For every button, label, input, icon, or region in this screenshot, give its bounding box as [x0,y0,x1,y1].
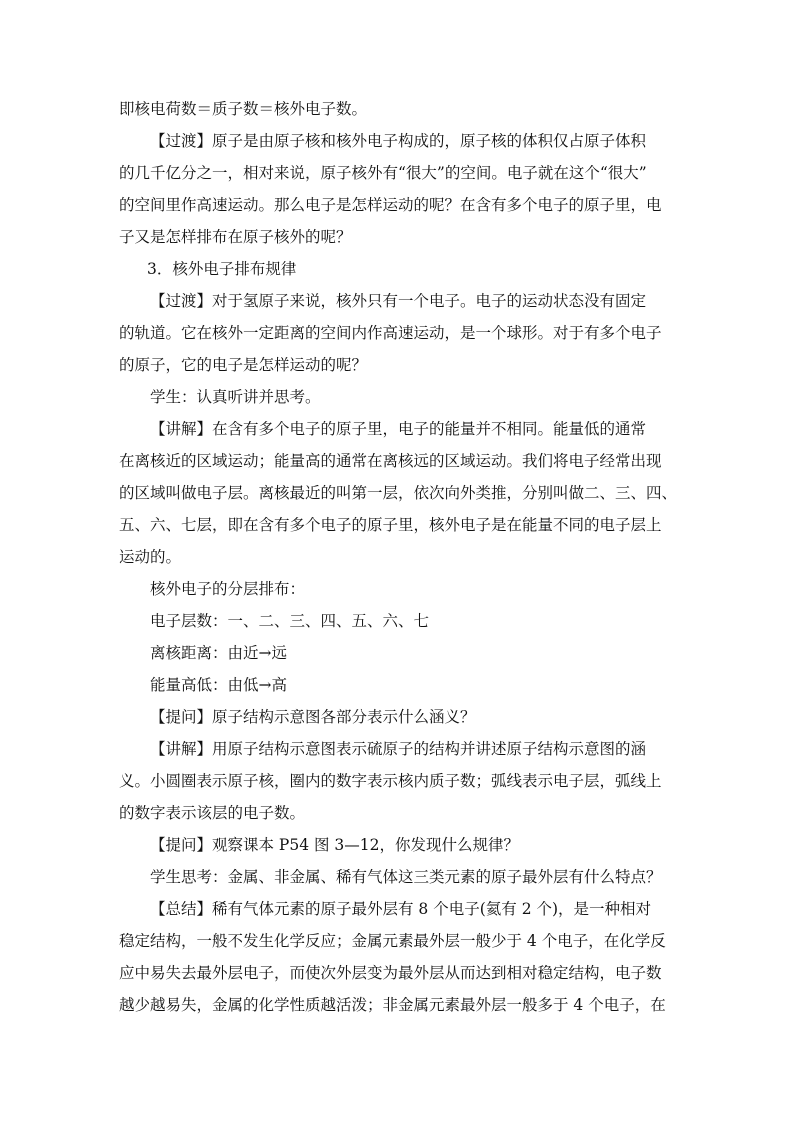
text-line: 【过渡】对于氢原子来说，核外只有一个电子。电子的运动状态没有固定 [150,292,647,310]
text-line: 【讲解】用原子结构示意图表示硫原子的结构并讲述原子结构示意图的涵 [150,740,647,758]
text-line: 【提问】原子结构示意图各部分表示什么涵义？ [150,708,476,726]
text-line: 在离核近的区域运动；能量高的通常在离核远的区域运动。我们将电子经常出现 [119,452,662,470]
text-line: 的空间里作高速运动。那么电子是怎样运动的呢？在含有多个电子的原子里，电 [119,196,662,214]
text-line: 运动的。 [119,548,182,566]
text-line: 【讲解】在含有多个电子的原子里，电子的能量并不相同。能量低的通常 [150,420,647,438]
text-line: 稳定结构，一般不发生化学反应；金属元素最外层一般少于 4 个电子，在化学反 [119,932,666,950]
text-line: 的轨道。它在核外一定距离的空间内作高速运动，是一个球形。对于有多个电子 [119,324,662,342]
section-heading: 3．核外电子排布规律 [147,260,297,278]
text-line: 【总结】稀有气体元素的原子最外层有 8 个电子(氦有 2 个)，是一种相对 [150,900,652,918]
document-body [119,93,679,1021]
text-line: 学生思考：金属、非金属、稀有气体这三类元素的原子最外层有什么特点？ [150,868,662,886]
text-line: 核外电子的分层排布： [150,580,306,598]
text-line: 子又是怎样排布在原子核外的呢？ [119,228,352,246]
text-line: 能量高低：由低→高 [150,676,287,694]
text-line: 的数字表示该层的电子数。 [119,804,306,822]
text-line: 的几千亿分之一，相对来说，原子核外有“很大”的空间。电子就在这个“很大” [119,164,647,182]
text-line: 【提问】观察课本 P54 图 3—12，你发现什么规律？ [150,836,520,854]
text-line: 的区域叫做电子层。离核最近的叫第一层，依次向外类推，分别叫做二、三、四、 [119,484,678,502]
text-line: 的原子，它的电子是怎样运动的呢？ [119,356,368,374]
text-line: 学生：认真听讲并思考。 [150,388,321,406]
text-line: 即核电荷数＝质子数＝核外电子数。 [119,100,368,118]
text-line: 离核距离：由近→远 [150,644,287,662]
text-line: 应中易失去最外层电子，而使次外层变为最外层从而达到相对稳定结构，电子数 [119,964,662,982]
text-line: 越少越易失，金属的化学性质越活泼；非金属元素最外层一般多于 4 个电子，在 [119,996,666,1014]
text-line: 【过渡】原子是由原子核和核外电子构成的，原子核的体积仅占原子体积 [150,132,647,150]
text-line: 义。小圆圈表示原子核，圈内的数字表示核内质子数；弧线表示电子层，弧线上 [119,772,662,790]
text-line: 电子层数：一、二、三、四、五、六、七 [150,612,430,630]
text-line: 五、六、七层，即在含有多个电子的原子里，核外电子是在能量不同的电子层上 [119,516,662,534]
